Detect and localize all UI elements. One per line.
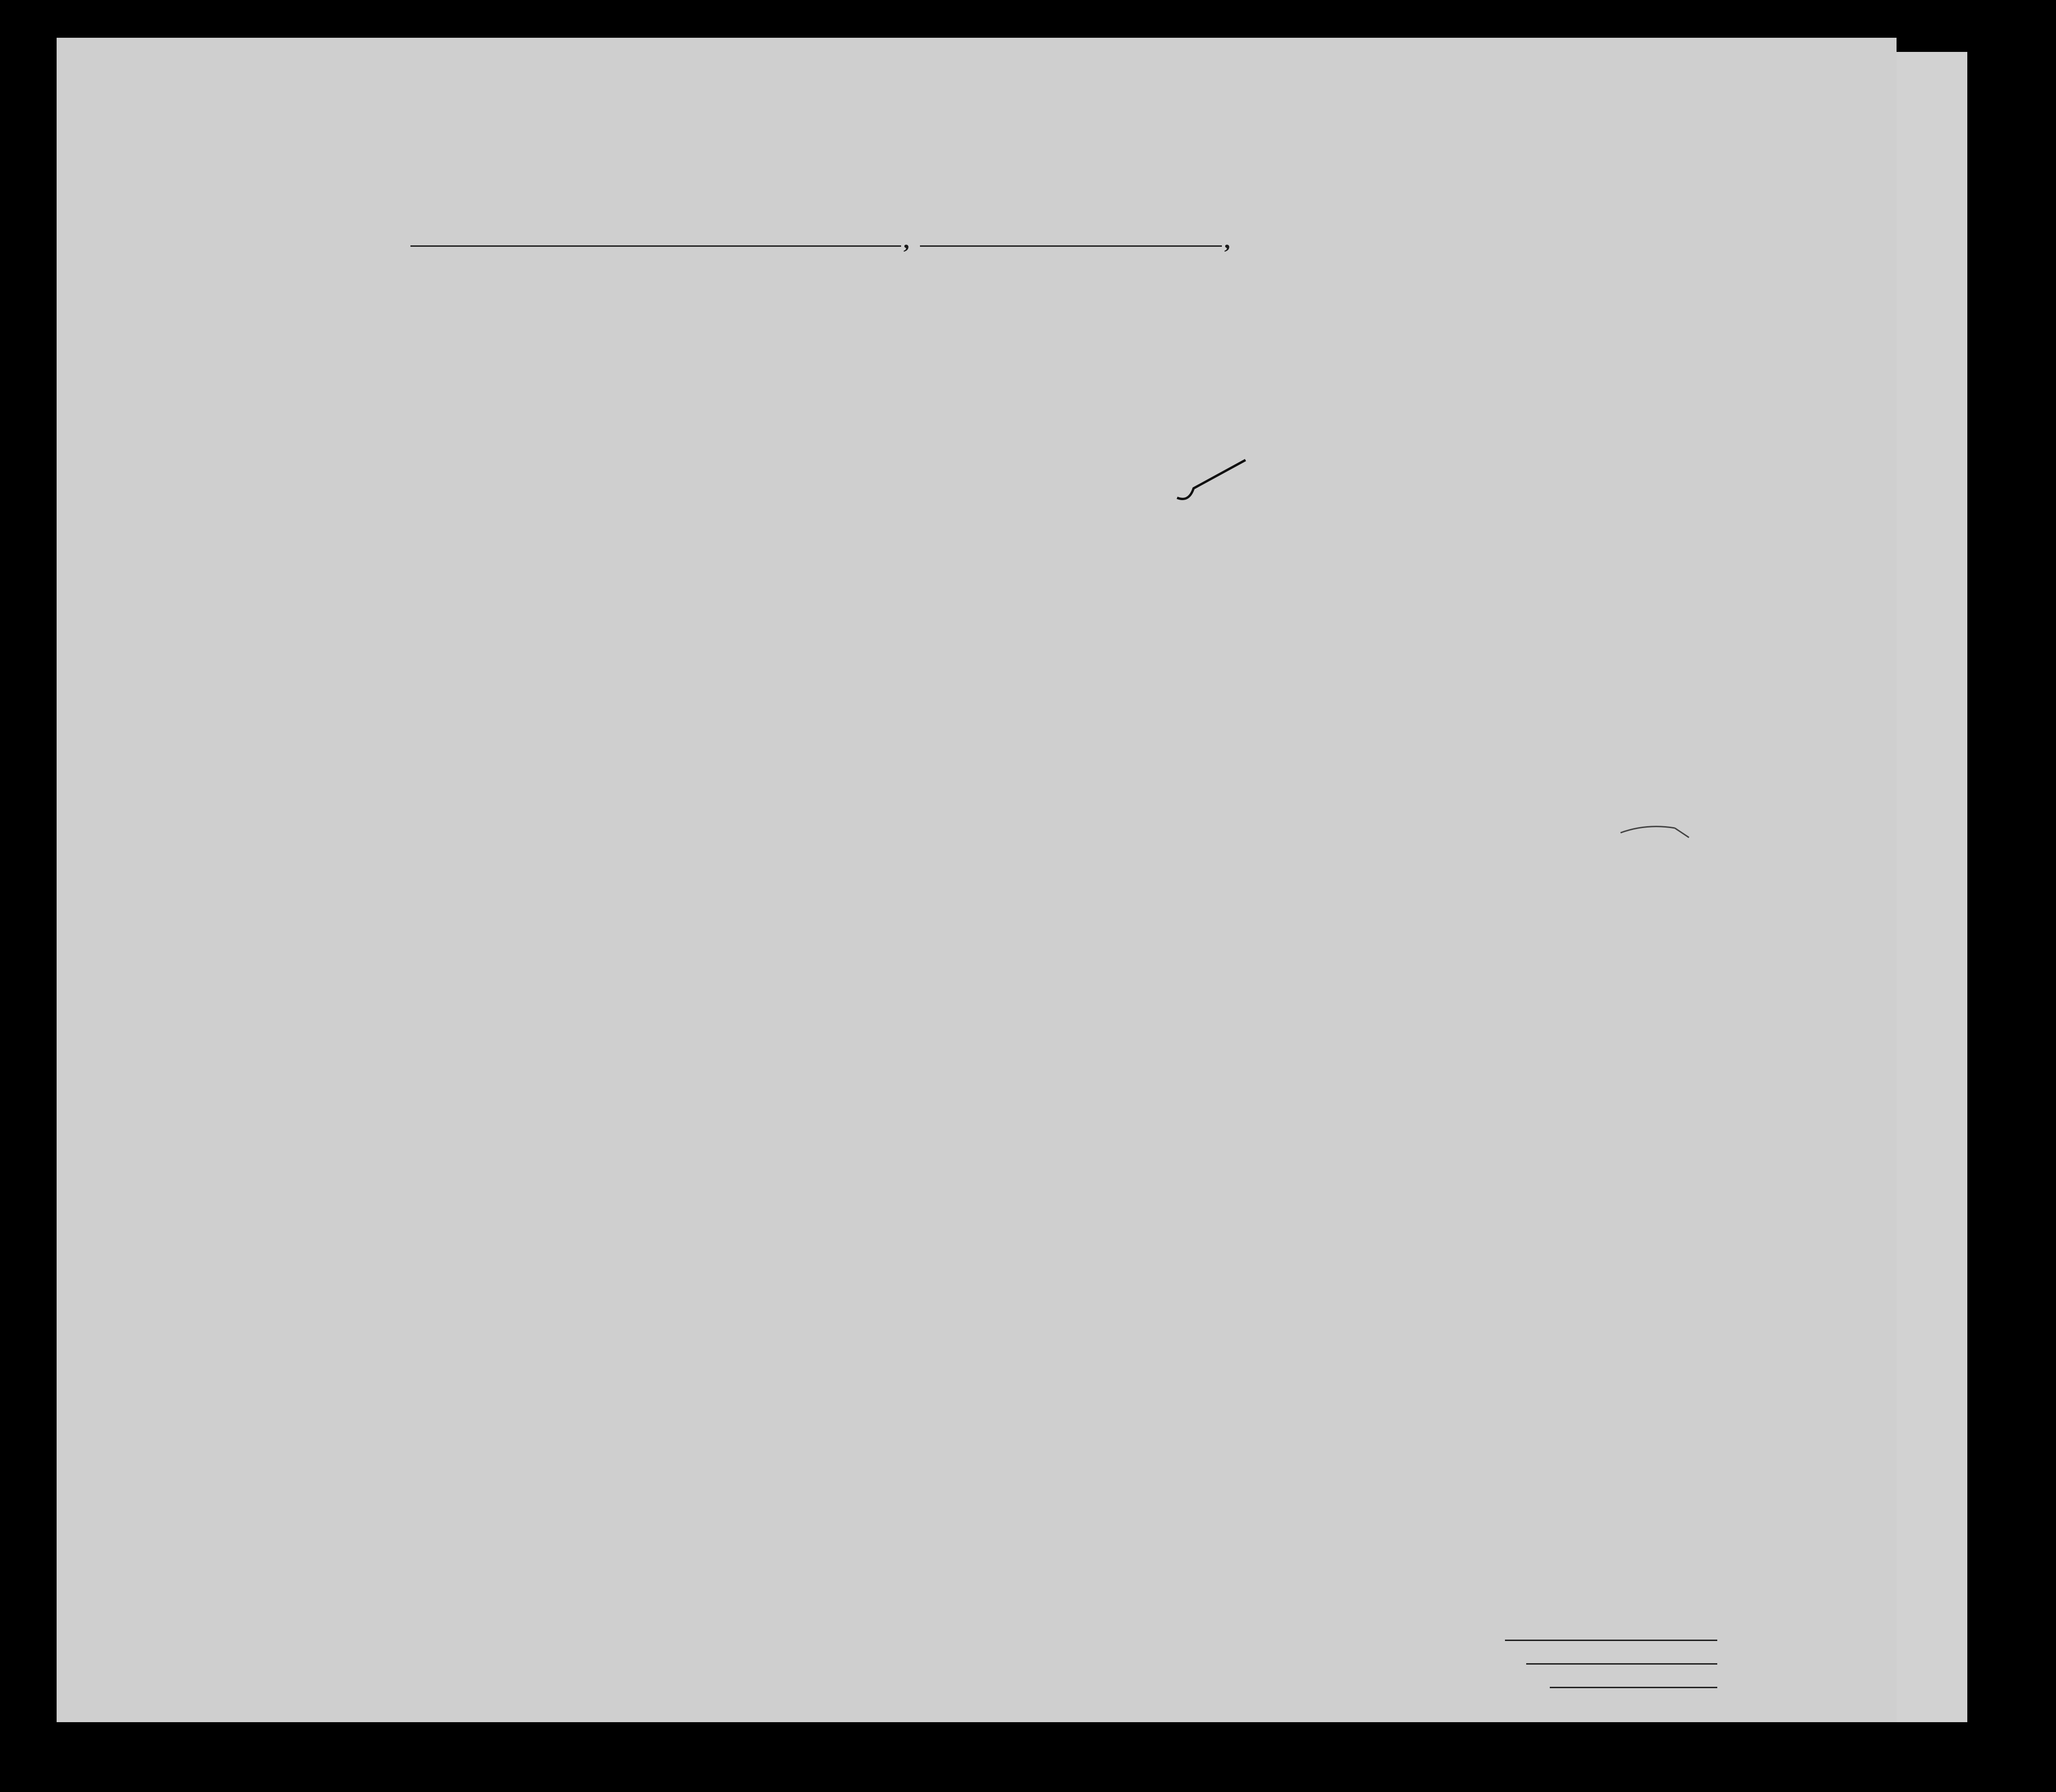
footer-line-underline: [1505, 1640, 1717, 1641]
footer-owners-underline: [1526, 1663, 1717, 1665]
comma-2: ,: [1224, 227, 1230, 253]
check-mark: [1175, 455, 1255, 507]
pencil-mark: [1618, 821, 1694, 840]
comma-1: ,: [903, 227, 910, 253]
footer-agents-underline: [1550, 1687, 1717, 1688]
